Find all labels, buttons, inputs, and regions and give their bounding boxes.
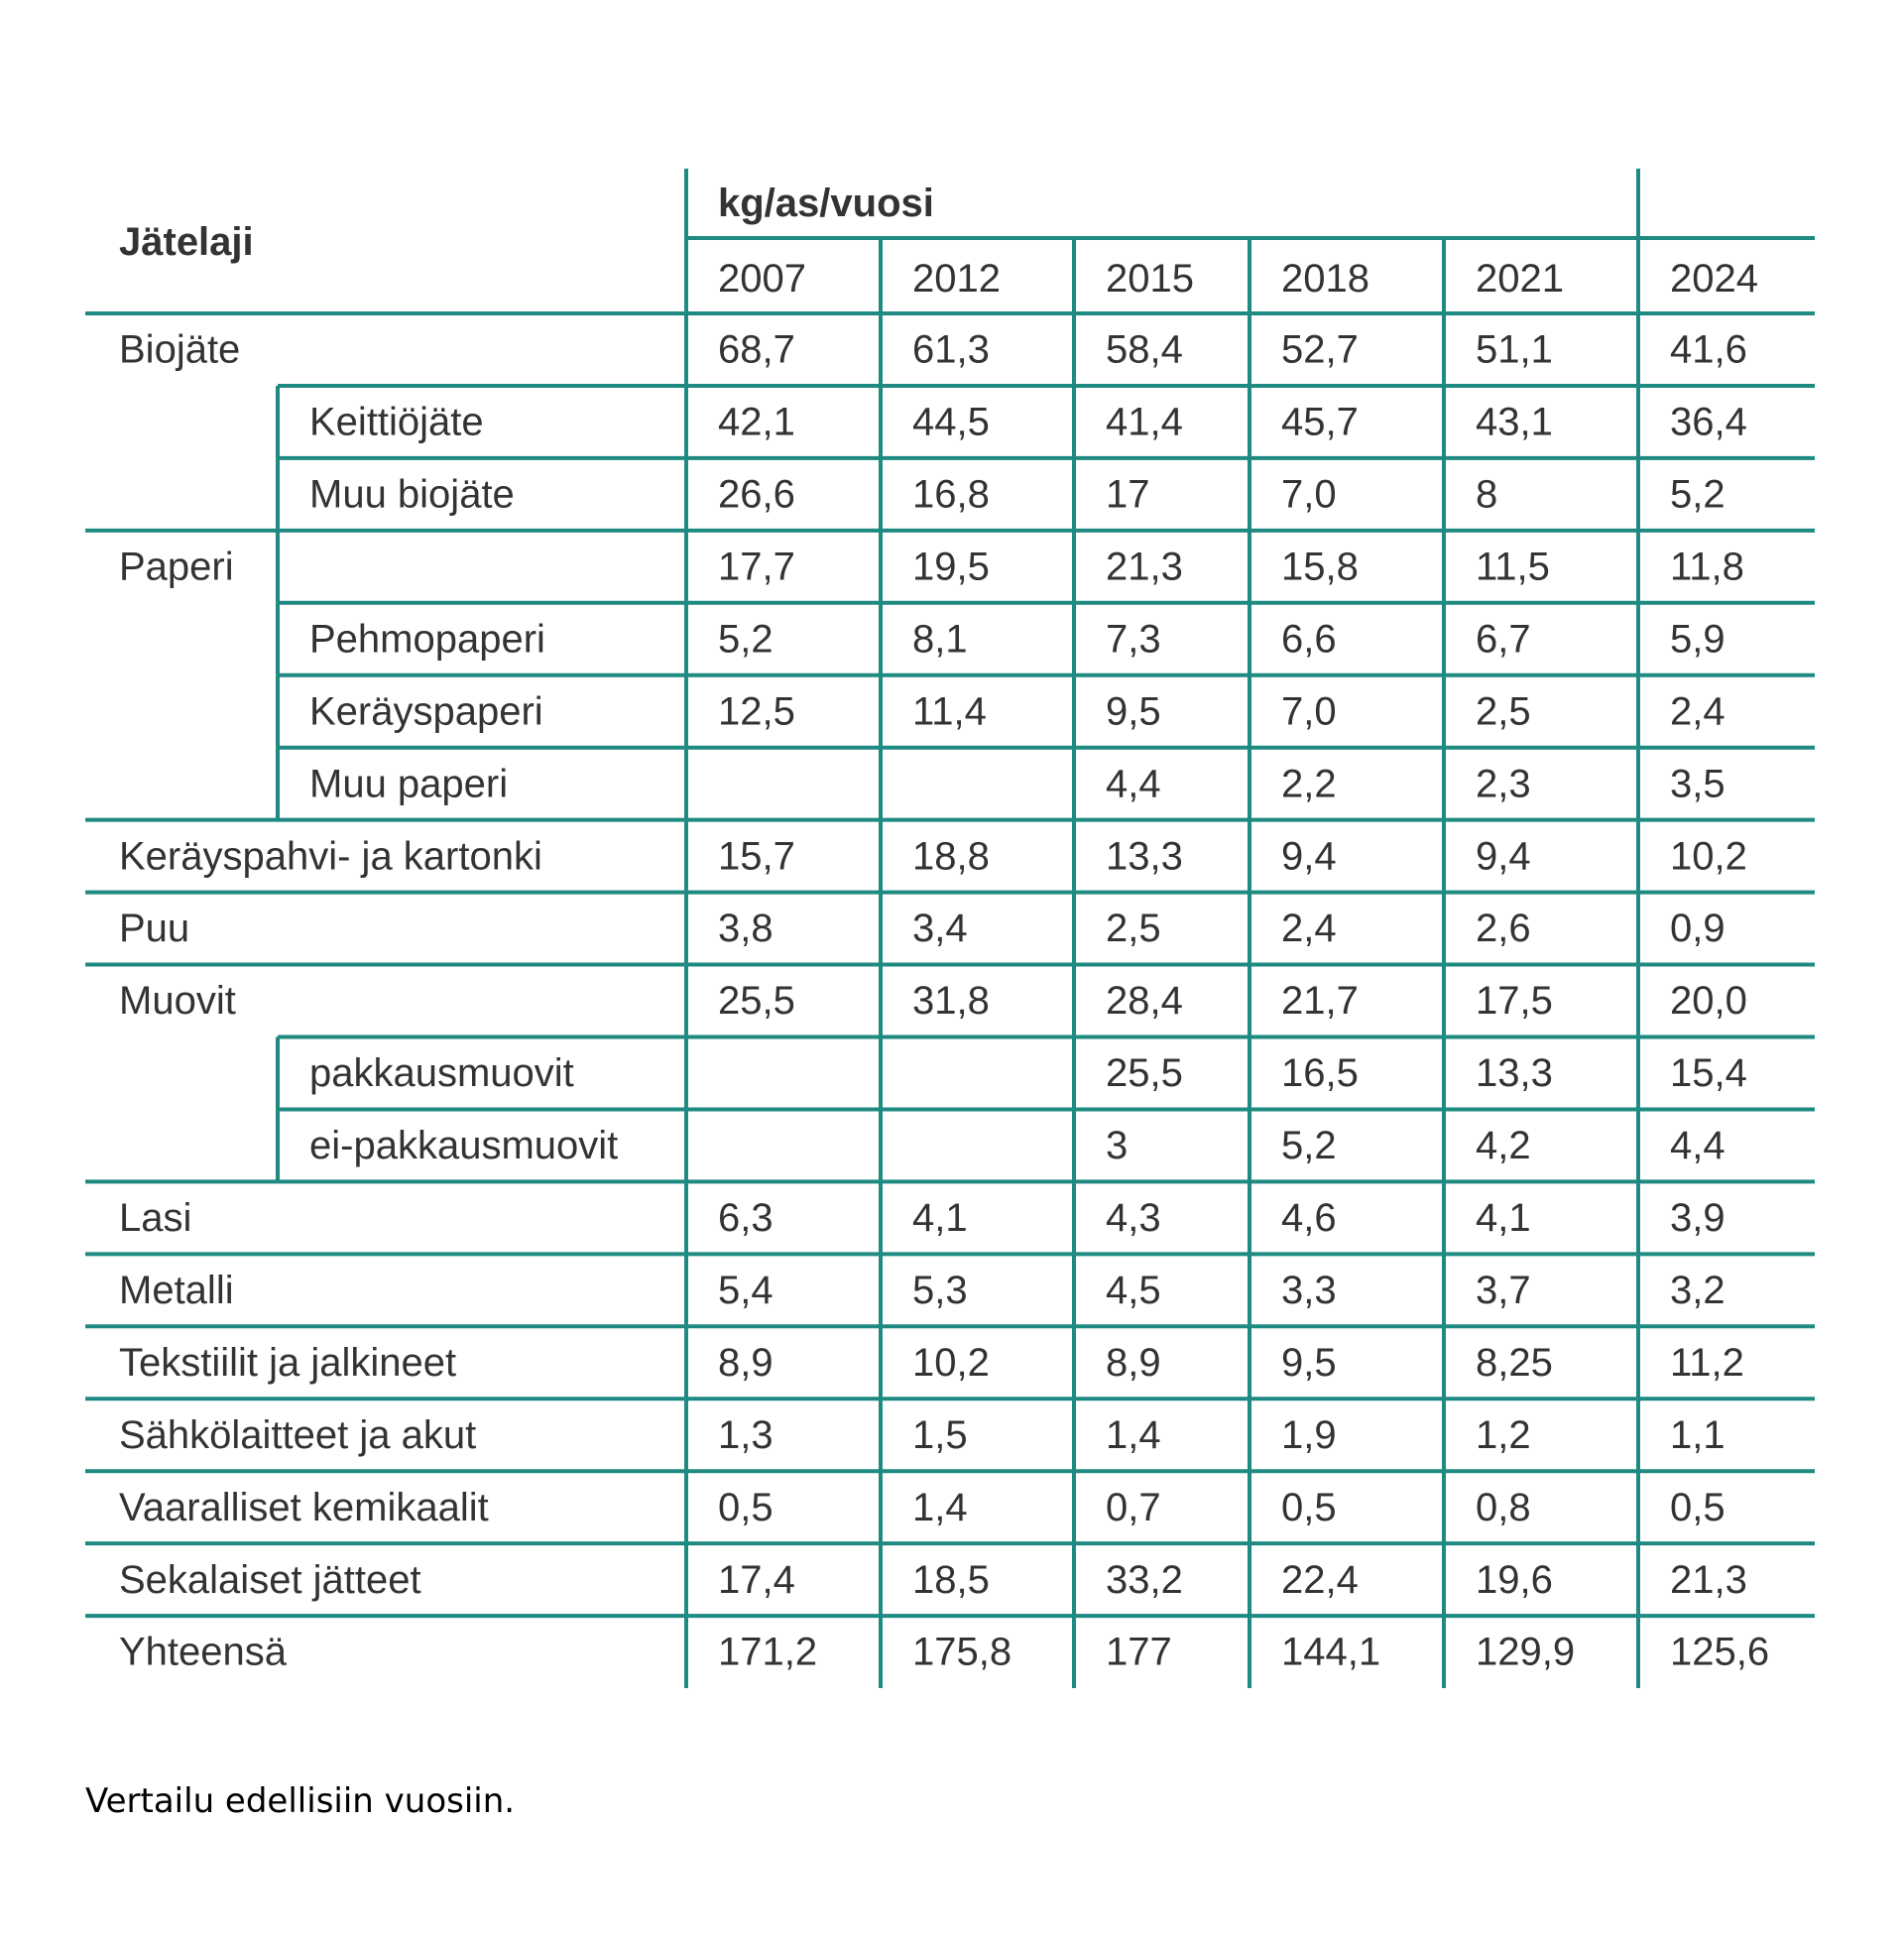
row-value: 4,4 (1106, 762, 1161, 806)
row-value: 9,4 (1281, 834, 1337, 879)
row-value: 1,1 (1670, 1412, 1726, 1457)
caption: Vertailu edellisiin vuosiin. (85, 1781, 516, 1821)
row-value: 33,2 (1106, 1557, 1183, 1602)
row-value: 1,3 (718, 1412, 774, 1457)
header-year: 2024 (1670, 257, 1758, 301)
row-value: 16,8 (912, 472, 990, 517)
row-value: 12,5 (718, 689, 795, 734)
row-value: 0,8 (1476, 1485, 1531, 1529)
row-value: 3,5 (1670, 762, 1726, 806)
row-value: 1,9 (1281, 1412, 1337, 1457)
row-value: 5,2 (1281, 1124, 1337, 1168)
row-value: 11,2 (1670, 1340, 1744, 1385)
row-value: 3,8 (718, 907, 774, 951)
row-value: 52,7 (1281, 327, 1359, 372)
row-value: 17,4 (718, 1557, 795, 1602)
row-value: 58,4 (1106, 327, 1183, 372)
row-label: Metalli (119, 1268, 234, 1312)
row-value: 1,4 (1106, 1412, 1161, 1457)
row-value: 5,4 (718, 1268, 774, 1312)
row-value: 1,4 (912, 1485, 968, 1529)
row-value: 11,4 (912, 689, 987, 734)
row-label: Keräyspahvi- ja kartonki (119, 834, 542, 879)
row-value: 7,3 (1106, 617, 1161, 662)
row-value: 45,7 (1281, 400, 1359, 444)
row-value: 21,3 (1106, 545, 1183, 589)
row-value: 5,2 (1670, 472, 1726, 517)
row-value: 3,2 (1670, 1268, 1726, 1312)
row-value: 18,8 (912, 834, 990, 879)
row-value: 17,5 (1476, 979, 1553, 1024)
header-type-label: Jätelaji (119, 220, 254, 264)
row-value: 6,7 (1476, 617, 1531, 662)
row-value: 11,8 (1670, 545, 1744, 589)
row-value: 28,4 (1106, 979, 1183, 1024)
row-label: Lasi (119, 1196, 192, 1241)
row-value: 3,7 (1476, 1268, 1531, 1312)
row-value: 5,2 (718, 617, 774, 662)
row-value: 26,6 (718, 472, 795, 517)
row-value: 25,5 (1106, 1051, 1183, 1096)
row-value: 21,3 (1670, 1557, 1747, 1602)
row-label: Vaaralliset kemikaalit (119, 1485, 489, 1529)
row-value: 4,1 (1476, 1196, 1531, 1241)
row-label: Muovit (119, 979, 236, 1024)
row-value: 17,7 (718, 545, 795, 589)
sub-row-label: Pehmopaperi (309, 617, 545, 662)
row-value: 2,4 (1281, 907, 1337, 951)
row-value: 17 (1106, 472, 1150, 517)
row-value: 0,9 (1670, 907, 1726, 951)
row-value: 7,0 (1281, 472, 1337, 517)
sub-row-label: Muu biojäte (309, 472, 515, 517)
row-value: 4,5 (1106, 1268, 1161, 1312)
row-value: 18,5 (912, 1557, 990, 1602)
row-value: 42,1 (718, 400, 795, 444)
row-value: 6,3 (718, 1196, 774, 1241)
table-texts (119, 182, 1769, 1674)
row-value: 4,6 (1281, 1196, 1337, 1241)
row-value: 36,4 (1670, 400, 1747, 444)
row-value: 8,9 (718, 1340, 774, 1385)
row-value: 1,5 (912, 1412, 968, 1457)
row-value: 3,3 (1281, 1268, 1337, 1312)
header-year: 2015 (1106, 257, 1194, 301)
sub-row-label: pakkausmuovit (309, 1051, 574, 1096)
row-value: 61,3 (912, 327, 990, 372)
row-value: 5,9 (1670, 617, 1726, 662)
header-unit-label: kg/as/vuosi (718, 182, 934, 225)
row-value: 2,6 (1476, 907, 1531, 951)
row-value: 144,1 (1281, 1630, 1381, 1674)
row-value: 41,6 (1670, 327, 1747, 372)
row-value: 19,6 (1476, 1557, 1553, 1602)
row-value: 21,7 (1281, 979, 1359, 1024)
row-value: 0,5 (1281, 1485, 1337, 1529)
row-value: 9,4 (1476, 834, 1531, 879)
row-value: 8,25 (1476, 1340, 1553, 1385)
row-label: Biojäte (119, 327, 241, 372)
row-value: 15,4 (1670, 1051, 1747, 1096)
row-value: 2,3 (1476, 762, 1531, 806)
row-value: 9,5 (1281, 1340, 1337, 1385)
row-value: 13,3 (1106, 834, 1183, 879)
row-value: 31,8 (912, 979, 990, 1024)
row-value: 171,2 (718, 1630, 818, 1674)
row-value: 9,5 (1106, 689, 1161, 734)
row-value: 4,3 (1106, 1196, 1161, 1241)
row-value: 43,1 (1476, 400, 1553, 444)
row-value: 8,9 (1106, 1340, 1161, 1385)
row-value: 3,9 (1670, 1196, 1726, 1241)
row-value: 177 (1106, 1630, 1172, 1674)
row-value: 20,0 (1670, 979, 1747, 1024)
sub-row-label: Muu paperi (309, 762, 509, 806)
row-value: 2,5 (1476, 689, 1531, 734)
row-value: 44,5 (912, 400, 990, 444)
row-value: 2,2 (1281, 762, 1337, 806)
header-year: 2007 (718, 257, 806, 301)
row-value: 0,5 (1670, 1485, 1726, 1529)
sub-row-label: ei-pakkausmuovit (309, 1124, 619, 1168)
row-value: 0,5 (718, 1485, 774, 1529)
row-value: 10,2 (1670, 834, 1747, 879)
row-value: 7,0 (1281, 689, 1337, 734)
row-value: 4,4 (1670, 1124, 1726, 1168)
row-value: 125,6 (1670, 1630, 1770, 1674)
row-label: Sekalaiset jätteet (119, 1557, 421, 1602)
row-value: 3,4 (912, 907, 968, 951)
row-value: 1,2 (1476, 1412, 1531, 1457)
header-year: 2018 (1281, 257, 1369, 301)
row-value: 11,5 (1476, 545, 1550, 589)
row-value: 51,1 (1476, 327, 1553, 372)
row-value: 6,6 (1281, 617, 1337, 662)
row-value: 8,1 (912, 617, 968, 662)
row-value: 13,3 (1476, 1051, 1553, 1096)
row-value: 22,4 (1281, 1557, 1359, 1602)
row-value: 175,8 (912, 1630, 1012, 1674)
row-value: 8 (1476, 472, 1498, 517)
row-value: 2,4 (1670, 689, 1726, 734)
row-label: Yhteensä (119, 1630, 288, 1674)
row-value: 15,8 (1281, 545, 1359, 589)
row-value: 4,2 (1476, 1124, 1531, 1168)
row-value: 19,5 (912, 545, 990, 589)
row-value: 10,2 (912, 1340, 990, 1385)
row-value: 25,5 (718, 979, 795, 1024)
row-value: 3 (1106, 1124, 1129, 1168)
sub-row-label: Keittiöjäte (309, 400, 484, 444)
row-label: Tekstiilit ja jalkineet (119, 1340, 457, 1385)
row-label: Puu (119, 907, 190, 951)
header-year: 2012 (912, 257, 1001, 301)
row-value: 15,7 (718, 834, 795, 879)
row-value: 2,5 (1106, 907, 1161, 951)
sub-row-label: Keräyspaperi (309, 689, 543, 734)
row-value: 4,1 (912, 1196, 968, 1241)
row-label: Sähkölaitteet ja akut (119, 1412, 477, 1457)
row-value: 16,5 (1281, 1051, 1359, 1096)
header-year: 2021 (1476, 257, 1564, 301)
row-value: 41,4 (1106, 400, 1183, 444)
row-value: 5,3 (912, 1268, 968, 1312)
row-value: 129,9 (1476, 1630, 1576, 1674)
row-value: 68,7 (718, 327, 795, 372)
row-label: Paperi (119, 545, 234, 589)
row-value: 0,7 (1106, 1485, 1161, 1529)
